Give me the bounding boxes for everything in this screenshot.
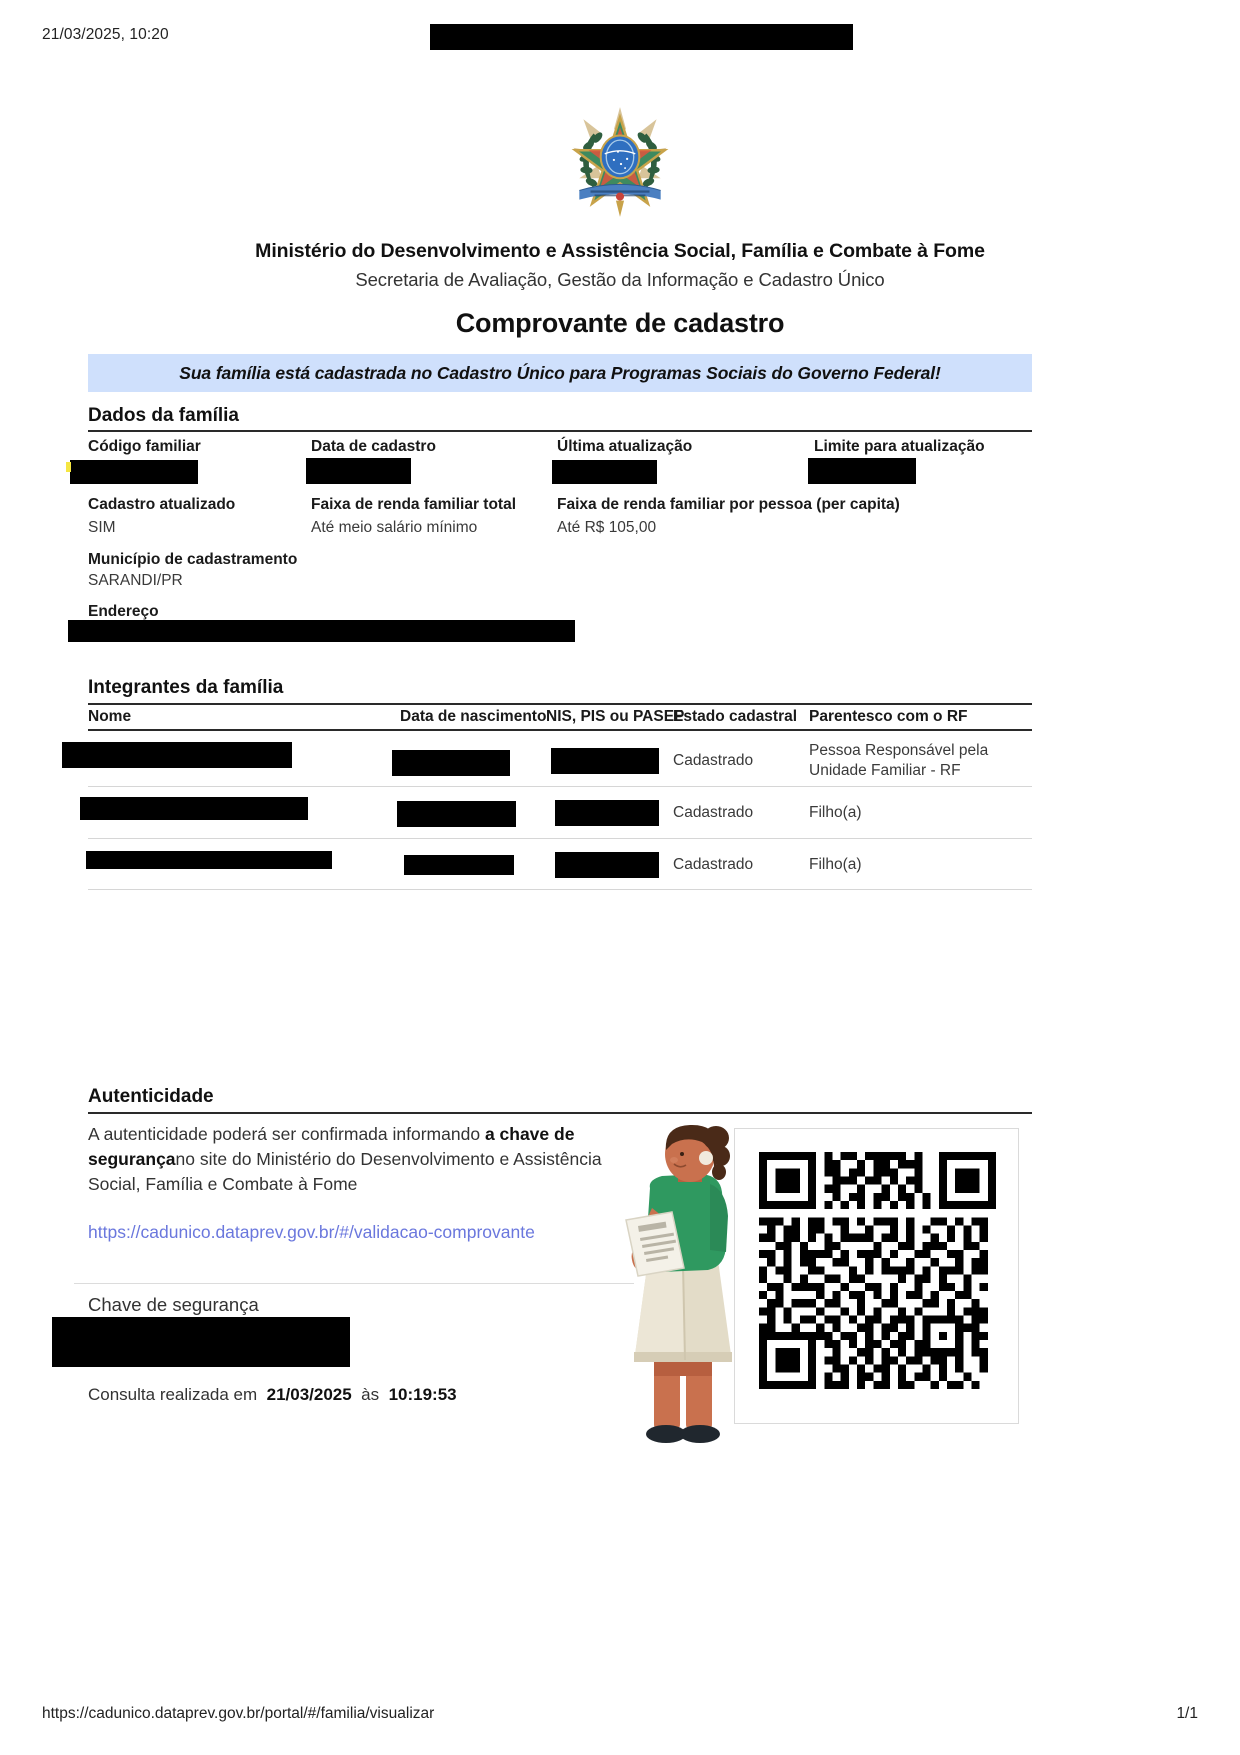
qr-code-container — [734, 1128, 1019, 1424]
authenticity-text-part2: no site do Ministério do Desenvolvimento e Assistência Social, Família e Combate à Fome — [88, 1149, 602, 1194]
value-cadastro-atualizado: SIM — [88, 519, 116, 536]
authenticity-description — [88, 1122, 608, 1197]
cell-parentesco: Filho(a) — [809, 804, 862, 821]
authenticity-text-part1: A autenticidade poderá ser confirmada informando — [88, 1124, 481, 1144]
column-header-parentesco: Parentesco com o RF — [809, 708, 968, 725]
label-faixa-renda-total: Faixa de renda familiar total — [311, 496, 517, 513]
cell-nis-redaction — [555, 852, 659, 878]
cell-parentesco-line1: Pessoa Responsável pela — [809, 742, 989, 759]
cell-estado-cadastral: Cadastrado — [673, 804, 754, 821]
brasao-container — [0, 103, 1240, 230]
table-header-divider — [88, 729, 1032, 731]
value-limite-atualizacao-redaction — [808, 458, 916, 484]
section-divider-dados-familia — [88, 430, 1032, 432]
secretariat-name: Secretaria de Avaliação, Gestão da Informação e Cadastro Único — [355, 269, 885, 290]
section-divider-integrantes — [88, 703, 1032, 705]
cell-parentesco: Filho(a) — [809, 856, 862, 873]
cell-data-nascimento-redaction — [397, 801, 516, 827]
cell-nome-redaction — [86, 851, 332, 869]
value-codigo-familiar-redaction — [70, 460, 198, 484]
print-header-date: 21/03/2025, 10:20 — [42, 26, 169, 43]
table-row-divider — [88, 889, 1032, 890]
table-row-divider — [88, 786, 1032, 787]
value-municipio-cadastramento: SARANDI/PR — [88, 572, 183, 589]
cell-estado-cadastral: Cadastrado — [673, 856, 754, 873]
column-header-data-nascimento: Data de nascimento — [400, 708, 547, 725]
cell-estado-cadastral: Cadastrado — [673, 752, 754, 769]
table-row-divider — [88, 838, 1032, 839]
cell-nome-redaction — [62, 742, 292, 768]
status-banner — [88, 354, 1032, 392]
label-data-cadastro: Data de cadastro — [311, 438, 436, 455]
print-header — [0, 26, 1240, 48]
validation-link[interactable]: https://cadunico.dataprev.gov.br/#/validacao-comprovante — [88, 1222, 535, 1242]
consulta-timestamp — [88, 1385, 457, 1405]
label-limite-atualizacao: Limite para atualização — [814, 438, 985, 455]
status-banner-text: Sua família está cadastrada no Cadastro Único para Programas Sociais do Governo Federal! — [179, 362, 941, 383]
section-title-autenticidade: Autenticidade — [88, 1086, 214, 1107]
cell-data-nascimento-redaction — [404, 855, 514, 875]
cell-nis-redaction — [551, 748, 659, 774]
label-faixa-renda-percapita: Faixa de renda familiar por pessoa (per capita) — [557, 496, 900, 513]
consulta-time: 10:19:53 — [388, 1385, 457, 1404]
label-cadastro-atualizado: Cadastro atualizado — [88, 496, 236, 513]
print-header-title-redaction — [430, 24, 853, 50]
label-codigo-familiar: Código familiar — [88, 438, 201, 455]
value-endereco-redaction — [68, 620, 575, 642]
label-chave-seguranca: Chave de segurança — [88, 1294, 259, 1315]
label-ultima-atualizacao: Última atualização — [557, 438, 693, 455]
section-title-dados-familia: Dados da família — [88, 405, 239, 426]
cell-parentesco-line2: Unidade Familiar - RF — [809, 762, 961, 779]
authenticity-text-bold: a chave de segurança — [88, 1124, 575, 1169]
label-municipio-cadastramento: Município de cadastramento — [88, 551, 298, 568]
qr-code-icon — [759, 1152, 996, 1389]
consulta-mid: às — [361, 1385, 380, 1404]
cell-nis-redaction — [555, 800, 659, 826]
value-chave-seguranca-redaction — [52, 1317, 350, 1367]
value-ultima-atualizacao-redaction — [552, 460, 657, 484]
print-footer-page-number: 1/1 — [1176, 1705, 1198, 1722]
value-faixa-renda-total: Até meio salário mínimo — [311, 519, 478, 536]
print-footer — [0, 1705, 1240, 1727]
consulta-prefix: Consulta realizada em — [88, 1385, 258, 1404]
section-divider-autenticidade — [88, 1112, 1032, 1114]
consulta-date: 21/03/2025 — [266, 1385, 352, 1404]
cell-data-nascimento-redaction — [392, 750, 510, 776]
page-title: Comprovante de cadastro — [455, 308, 785, 338]
label-endereco: Endereço — [88, 603, 159, 620]
value-data-cadastro-redaction — [306, 458, 411, 484]
print-footer-url: https://cadunico.dataprev.gov.br/portal/#/familia/visualizar — [42, 1705, 435, 1722]
cell-nome-redaction — [80, 797, 308, 820]
column-header-nome: Nome — [88, 708, 132, 725]
authenticity-divider — [74, 1283, 634, 1284]
brasao-republica-icon — [559, 103, 681, 225]
section-title-integrantes: Integrantes da família — [88, 677, 284, 698]
column-header-estado-cadastral: Estado cadastral — [673, 708, 798, 725]
value-faixa-renda-percapita: Até R$ 105,00 — [557, 519, 657, 536]
column-header-nis: NIS, PIS ou PASEP — [546, 708, 685, 725]
ministry-name: Ministério do Desenvolvimento e Assistência Social, Família e Combate à Fome — [255, 240, 985, 262]
